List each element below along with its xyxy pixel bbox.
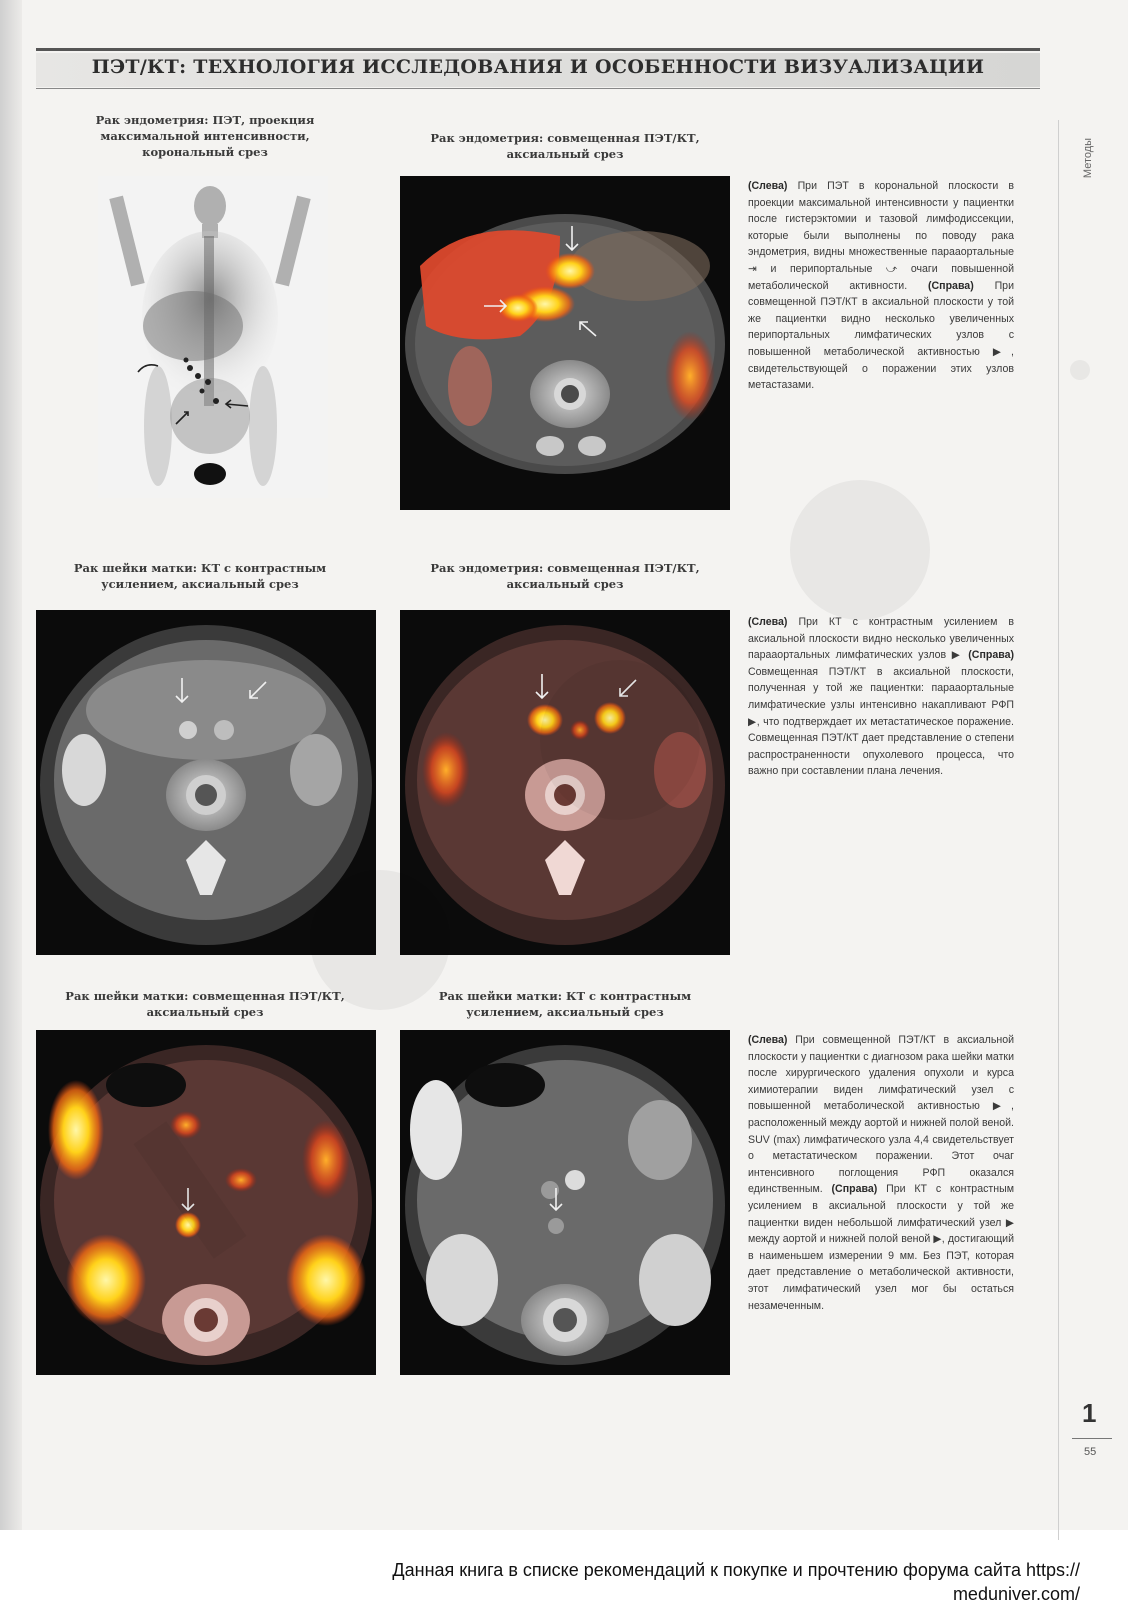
label-right: (Справа)	[928, 279, 974, 292]
pet-mip-coronal-image	[98, 176, 328, 498]
figure-description-2	[748, 614, 1014, 780]
page-title: ПЭТ/КТ: ТЕХНОЛОГИЯ ИССЛЕДОВАНИЯ И ОСОБЕННОСТИ ВИЗУАЛИЗАЦИИ	[91, 56, 985, 78]
description-text: При КТ с контрастным усилением в аксиальной плоскости видно несколько увеличенных парааортальных лимфатических узлов	[748, 616, 1014, 662]
figure-caption-right: Рак эндометрия: совмещенная ПЭТ/КТ, аксиальный срез	[430, 561, 700, 591]
figure-caption-right: Рак эндометрия: совмещенная ПЭТ/КТ, аксиальный срез	[430, 131, 700, 161]
description-text: , что подтверждает их метастатическое поражение. Совмещенная ПЭТ/КТ дает представление о степени распространенности опухолевого процесса, что важно при составлении плана лечения.	[748, 715, 1014, 778]
solid-arrow-icon: ▶	[992, 1100, 1012, 1113]
label-left: (Слева)	[748, 1034, 788, 1046]
description-text: очаги повышенной метаболической активности.	[748, 262, 1015, 292]
footer-note	[0, 1558, 1080, 1606]
solid-arrow-icon: ▶	[933, 1233, 942, 1246]
page-number-rule	[1072, 1438, 1112, 1439]
description-text: При КТ с контрастным усилением в аксиальной плоскости у той же пациентки виден небольшой лимфатический узел	[748, 1183, 1014, 1229]
fused-pet-ct-axial-image	[400, 610, 730, 955]
header-rule	[36, 48, 1040, 51]
figure-caption-left: Рак шейки матки: совмещенная ПЭТ/КТ, аксиальный срез	[65, 989, 345, 1019]
description-text: При ПЭТ в корональной плоскости в проекции максимальной интенсивности у пациентки после гистерэктомии и тазовой лимфодиссекции, которые были выполнены по поводу рака эндометрия, видны множественные парааортальные	[748, 180, 1014, 259]
figure-caption-right: Рак шейки матки: КТ с контрастным усилением, аксиальный срез	[438, 989, 692, 1019]
solid-arrow-icon: ▶	[951, 649, 963, 662]
label-right: (Справа)	[831, 1183, 878, 1196]
solid-arrow-icon: ▶	[1005, 1216, 1014, 1229]
description-text: Совмещенная ПЭТ/КТ в аксиальной плоскости, полученная у той же пациентки: парааортальные лимфатические узлы интенсивно накапливают РФП	[748, 665, 1014, 711]
curved-arrow-icon: ⤻	[885, 262, 898, 275]
solid-arrow-icon: ▶	[748, 715, 757, 728]
margin-rule	[1058, 120, 1059, 1540]
description-text: , расположенный между аортой и нижней полой веной. SUV (max) лимфатического узла 4,4 свидетельствует о метастатическом поражении. Этот очаг интенсивного поглощения РФП оказался единственным.	[748, 1100, 1014, 1196]
page-number: 55	[1084, 1446, 1097, 1458]
figure-description-3	[748, 1032, 1014, 1314]
description-text: , свидетельствующей о поражении этих узлов метастазами.	[748, 345, 1014, 392]
description-text: , достигающий в наименьшем измерении 9 мм. Без ПЭТ, которая дает представление о метаболической активности, этот лимфатический узел мог бы остаться незамеченным.	[748, 1233, 1015, 1312]
page-gutter	[0, 0, 22, 1530]
figure-description-1	[748, 178, 1014, 394]
section-tab	[1078, 130, 1098, 190]
section-label: Методы	[1082, 137, 1094, 179]
description-text: При совмещенной ПЭТ/КТ в аксиальной плоскости у той же пациентки видно несколько увеличенных перипортальных лимфатических узлов с повышенной метаболической активностью	[748, 279, 1014, 358]
label-left: (Слева)	[748, 180, 788, 192]
description-text: и перипортальные	[756, 262, 886, 275]
ct-contrast-axial-image	[400, 1030, 730, 1375]
description-text: между аортой и нижней полой веной	[748, 1233, 934, 1246]
ct-contrast-axial-image	[36, 610, 376, 955]
description-text: При совмещенной ПЭТ/КТ в аксиальной плоскости у пациентки с диагнозом рака шейки матки после хирургического удаления опухоли и курса химиотерапии виден лимфатический узел с повышенной метаболической активностью	[748, 1034, 1014, 1113]
solid-arrow-icon: ▶	[992, 345, 1012, 358]
fused-pet-ct-axial-image	[400, 176, 730, 510]
header-rule	[36, 88, 1040, 89]
footer-line: meduniver.com/	[952, 1584, 1080, 1604]
figure-caption-left: Рак шейки матки: КТ с контрастным усилением, аксиальный срез	[73, 561, 327, 591]
arrow-icon: ⇥	[748, 262, 757, 275]
label-right: (Справа)	[968, 649, 1014, 662]
fused-pet-ct-axial-image	[36, 1030, 376, 1375]
footer-line: Данная книга в списке рекомендаций к покупке и прочтению форума сайта https://	[392, 1560, 1080, 1580]
figure-caption-left: Рак эндометрия: ПЭТ, проекция максимальной интенсивности, корональный срез	[95, 113, 315, 159]
label-left: (Слева)	[748, 616, 788, 628]
chapter-number: 1	[1082, 1398, 1097, 1428]
